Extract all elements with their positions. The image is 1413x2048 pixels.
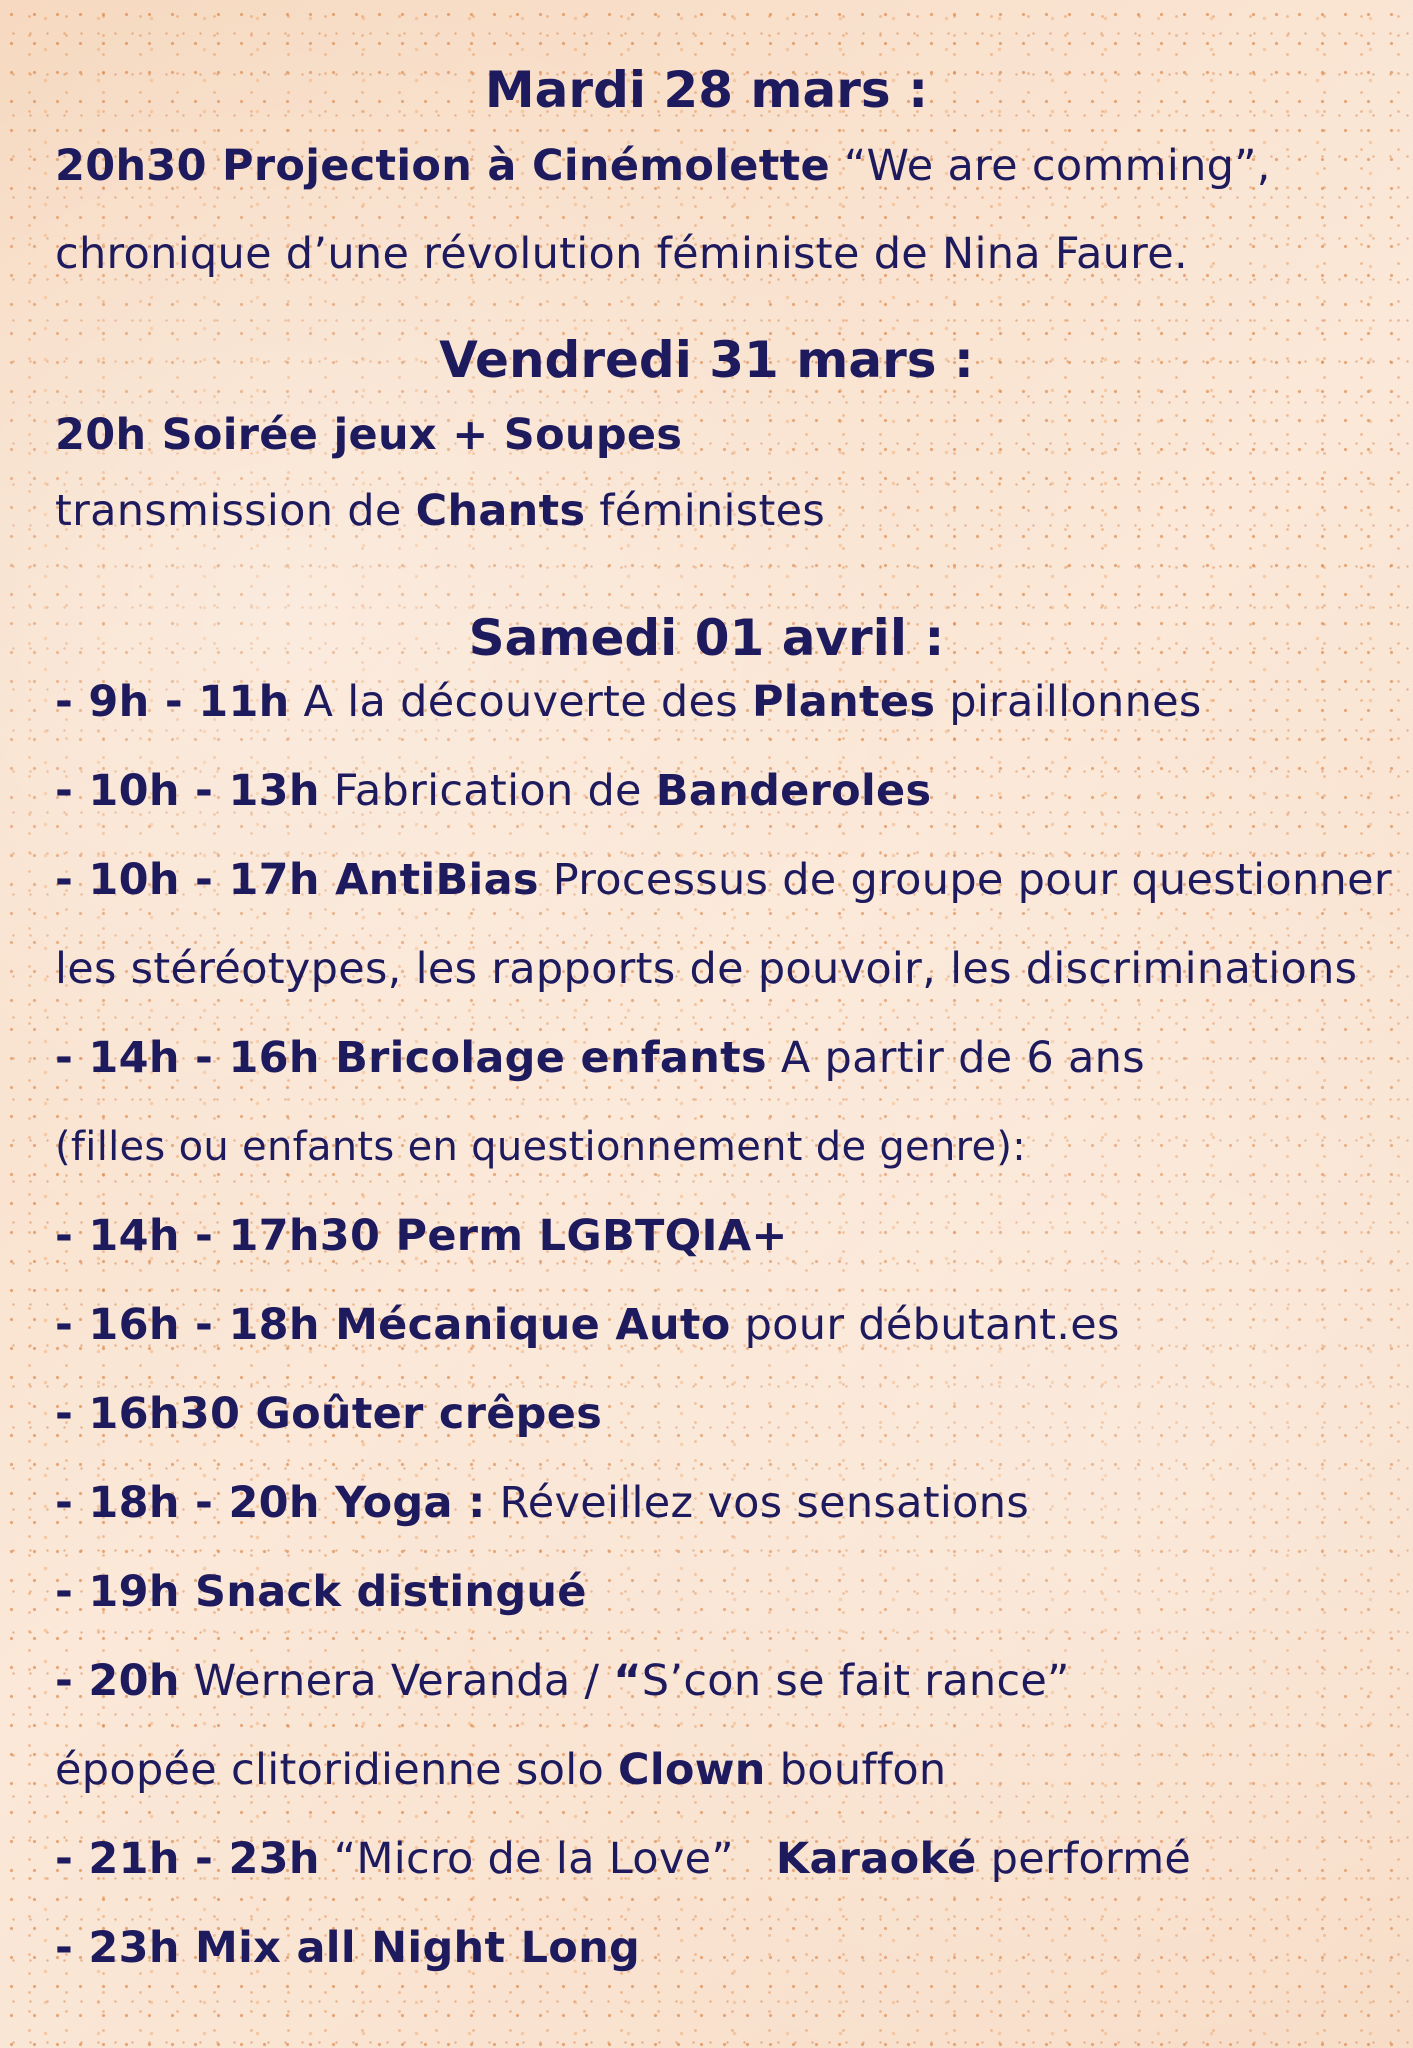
day-heading-samedi: Samedi 01 avril :: [468, 609, 945, 667]
event-line: [55, 1562, 1395, 1622]
event-description: Wernera Veranda /: [179, 1656, 614, 1706]
event-description: bouffon: [765, 1745, 947, 1795]
event-description: performé: [976, 1834, 1192, 1884]
event-line: [55, 1295, 1395, 1355]
event-description: “We are comming”,: [829, 141, 1271, 191]
event-time: - 21h - 23h: [55, 1834, 320, 1884]
event-highlight: Plantes: [751, 677, 936, 727]
event-line: [55, 939, 1395, 999]
event-line: [55, 481, 1395, 541]
event-line: [55, 1829, 1395, 1889]
event-highlight: Karaoké: [775, 1834, 977, 1884]
event-title: 20h Soirée jeux + Soupes: [55, 410, 683, 460]
event-description: S’con se fait rance”: [641, 1656, 1070, 1706]
event-title: - 23h Mix all Night Long: [55, 1923, 641, 1973]
day-heading-vendredi: Vendredi 31 mars :: [439, 331, 974, 389]
event-highlight: “: [613, 1656, 642, 1706]
event-highlight: Chants: [415, 486, 586, 536]
event-description: piraillonnes: [935, 677, 1202, 727]
day-heading-mardi: Mardi 28 mars :: [484, 61, 929, 119]
event-highlight: Clown: [618, 1745, 766, 1795]
event-line: [55, 224, 1395, 284]
event-title: - 16h - 18h Mécanique Auto: [55, 1300, 731, 1350]
event-time: - 10h - 13h: [55, 766, 320, 816]
event-description: (filles ou enfants en questionnement de genre):: [55, 1124, 1027, 1170]
event-title: 20h30 Projection à Cinémolette: [55, 141, 830, 191]
event-title: - 18h - 20h Yoga :: [55, 1478, 486, 1528]
event-line: [55, 761, 1395, 821]
event-line: [55, 1028, 1395, 1088]
event-description: pour débutant.es: [730, 1300, 1120, 1350]
event-line: [55, 672, 1395, 732]
event-description: A partir de 6 ans: [766, 1033, 1145, 1083]
event-description: féministes: [585, 486, 826, 536]
event-time: - 20h: [55, 1656, 180, 1706]
event-description: Réveillez vos sensations: [485, 1478, 1030, 1528]
event-line: [55, 1651, 1395, 1711]
event-line: [55, 1918, 1395, 1978]
event-line: [55, 1473, 1395, 1533]
event-description: A la découverte des: [289, 677, 752, 727]
event-line: [55, 1740, 1395, 1800]
event-title: - 19h Snack distingué: [55, 1567, 587, 1617]
event-line: [55, 136, 1395, 196]
event-title: - 14h - 16h Bricolage enfants: [55, 1033, 767, 1083]
event-description: Processus de groupe pour questionner: [538, 855, 1392, 905]
event-description: les stéréotypes, les rapports de pouvoir, les discriminations: [55, 944, 1358, 994]
event-line: [55, 405, 1395, 465]
event-title: - 16h30 Goûter crêpes: [55, 1389, 603, 1439]
event-title: - 14h - 17h30 Perm LGBTQIA+: [55, 1211, 788, 1261]
event-highlight: Banderoles: [655, 766, 932, 816]
event-description: Fabrication de: [319, 766, 656, 816]
event-time: - 9h - 11h: [55, 677, 290, 727]
event-description: chronique d’une révolution féministe de Nina Faure.: [55, 229, 1188, 279]
event-line: [55, 1117, 1395, 1177]
event-title: - 10h - 17h AntiBias: [55, 855, 539, 905]
event-description: “Micro de la Love”: [319, 1834, 776, 1884]
event-line: [55, 1206, 1395, 1266]
event-description: transmission de: [55, 486, 416, 536]
event-description: épopée clitoridienne solo: [55, 1745, 619, 1795]
event-line: [55, 1384, 1395, 1444]
event-line: [55, 850, 1395, 910]
